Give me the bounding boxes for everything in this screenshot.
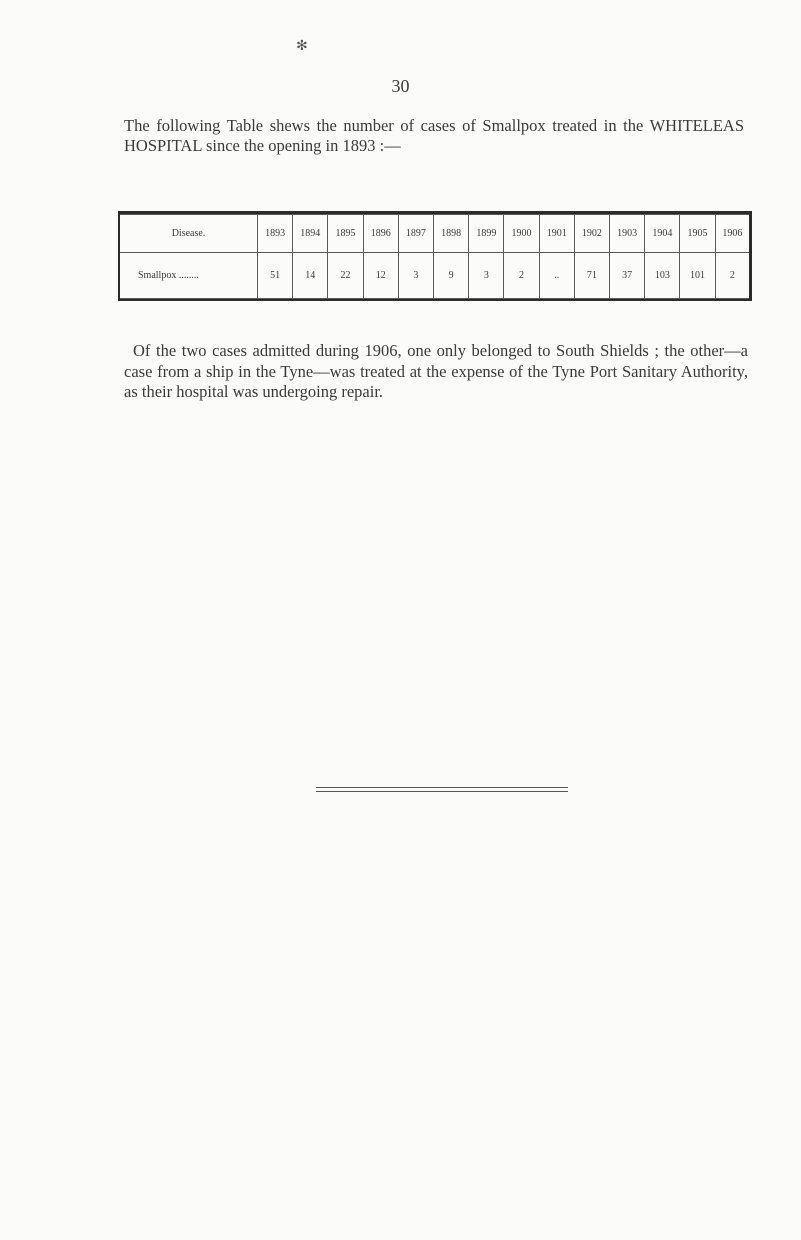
year-header: 1902: [574, 215, 609, 253]
table-header-row: [119, 215, 751, 253]
smallpox-table-container: [118, 211, 752, 301]
year-header: 1905: [680, 215, 715, 253]
end-rule: [316, 787, 568, 788]
case-count-cell: 12: [363, 253, 398, 299]
case-count-cell: 3: [398, 253, 433, 299]
year-header: 1895: [328, 215, 363, 253]
table-row: [119, 253, 751, 299]
case-count-cell: 9: [434, 253, 469, 299]
year-header: 1896: [363, 215, 398, 253]
year-header: 1904: [645, 215, 680, 253]
case-count-cell: ..: [539, 253, 574, 299]
end-rule: [316, 791, 568, 792]
case-count-cell: 101: [680, 253, 715, 299]
table-bottom-rule: [118, 299, 752, 301]
disease-label: Smallpox ........: [119, 253, 258, 299]
year-header: 1906: [715, 215, 750, 253]
case-count-cell: 103: [645, 253, 680, 299]
ornament-mark: ✻: [296, 39, 308, 54]
disease-column-header: Disease.: [119, 215, 258, 253]
case-count-cell: 14: [293, 253, 328, 299]
closing-paragraph: Of the two cases admitted during 1906, one only belonged to South Shields ; the other—a case from a ship in the Tyne—was treated at the expense of the Tyne Port Sanitary Authority, as their hospital was undergoing repair.: [124, 341, 748, 401]
year-header: 1900: [504, 215, 539, 253]
case-count-cell: 22: [328, 253, 363, 299]
case-count-cell: 71: [574, 253, 609, 299]
page-number: 30: [391, 76, 410, 96]
case-count-cell: 51: [258, 253, 293, 299]
case-count-cell: 2: [715, 253, 750, 299]
smallpox-cases-table: [118, 214, 752, 299]
year-header: 1903: [610, 215, 645, 253]
case-count-cell: 2: [504, 253, 539, 299]
case-count-cell: 37: [610, 253, 645, 299]
year-header: 1893: [258, 215, 293, 253]
year-header: 1901: [539, 215, 574, 253]
year-header: 1894: [293, 215, 328, 253]
intro-paragraph: The following Table shews the number of cases of Smallpox treated in the WHITELEAS HOSPITAL since the opening in 1893 :—: [124, 116, 744, 155]
year-header: 1897: [398, 215, 433, 253]
year-header: 1899: [469, 215, 504, 253]
year-header: 1898: [434, 215, 469, 253]
case-count-cell: 3: [469, 253, 504, 299]
